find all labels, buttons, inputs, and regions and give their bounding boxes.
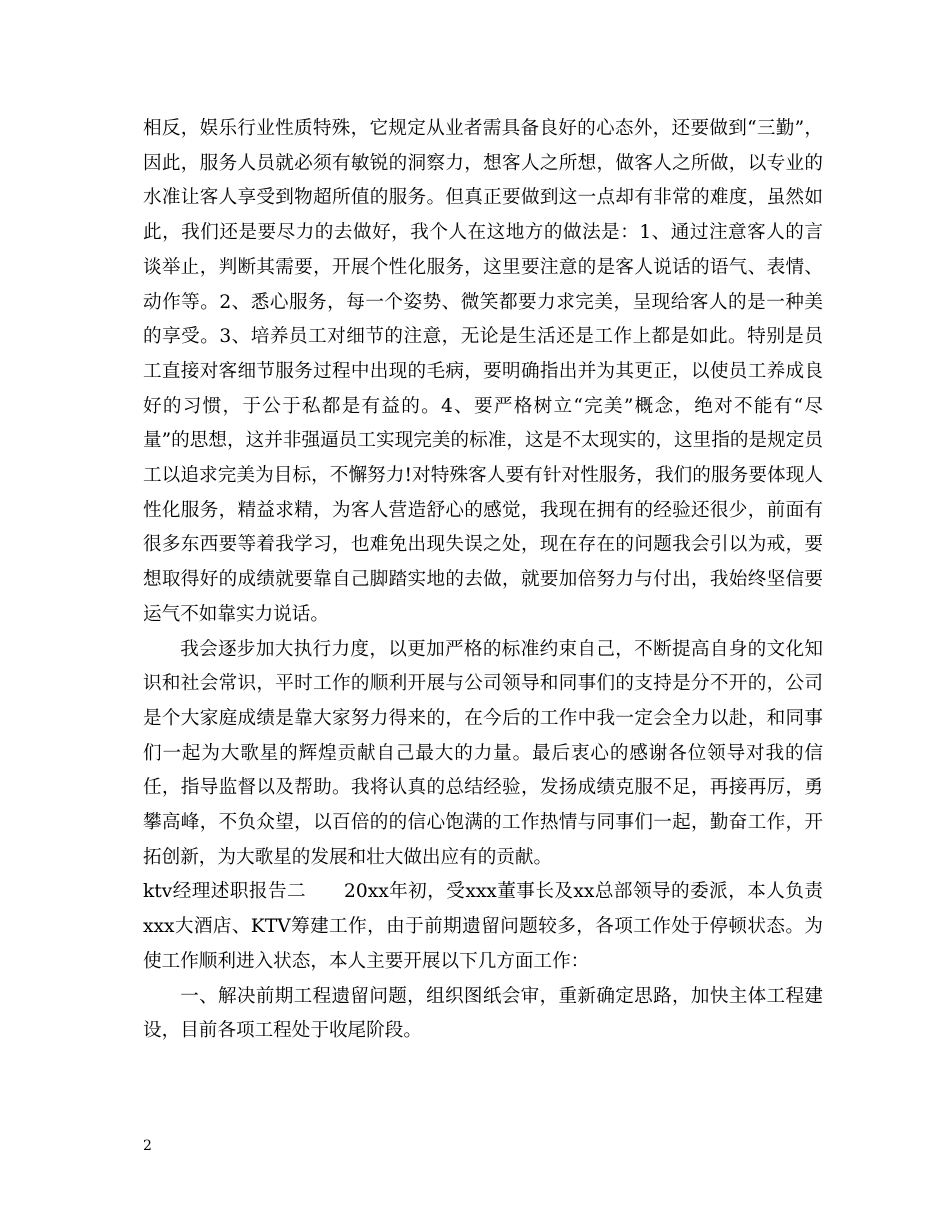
section-heading: ktv经理述职报告二 bbox=[143, 881, 307, 903]
document-body bbox=[143, 112, 823, 1049]
section-intro-text: 20xx年初，受xxx董事长及xx总部领导的委派，本人负责xxx大酒店、KTV筹建工作，由于前期遗留问题较多，各项工作处于停顿状态。为使工作顺利进入状态，本人主要开展以下几方面工作： bbox=[143, 881, 823, 972]
paragraph-item-one: 一、解决前期工程遗留问题，组织图纸会审，重新确定思路，加快主体工程建设，目前各项工程处于收尾阶段。 bbox=[143, 985, 823, 1042]
paragraph-service-methods: 相反，娱乐行业性质特殊，它规定从业者需具备良好的心态外，还要做到“三勤”，因此，服务人员就必须有敏锐的洞察力，想客人之所想，做客人之所做，以专业的水准让客人享受到物超所值的服务。但真正要做到这一点却有非常的难度，虽然如此，我们还是要尽力的去做好，我个人在这地方的做法是：1、通过注意客人的言谈举止，判断其需要，开展个性化服务，这里要注意的是客人说话的语气、表情、动作等。2、悉心服务，每一个姿势、微笑都要力求完美，呈现给客人的是一种美的享受。3、培养员工对细节的注意，无论是生活还是工作上都是如此。特别是员工直接对客细节服务过程中出现的毛病，要明确指出并为其更正，以使员工养成良好的习惯，于公于私都是有益的。4、要严格树立“完美”概念，绝对不能有“尽量”的思想，这并非强逼员工实现完美的标准，这是不太现实的，这里指的是规定员工以追求完美为目标，不懈努力!对特殊客人要有针对性服务，我们的服务要体现人性化服务，精益求精，为客人营造舒心的感觉，我现在拥有的经验还很少，前面有很多东西要等着我学习，也难免出现失误之处，现在存在的问题我会引以为戒，要想取得好的成绩就要靠自己脚踏实地的去做，就要加倍努力与付出，我始终坚信要运气不如靠实力说话。 bbox=[143, 118, 823, 625]
paragraph-report-two bbox=[143, 875, 823, 979]
paragraph-commitment: 我会逐步加大执行力度，以更加严格的标准约束自己，不断提高自身的文化知识和社会常识，平时工作的顺利开展与公司领导和同事们的支持是分不开的，公司是个大家庭成绩是靠大家努力得来的，在今后的工作中我一定会全力以赴，和同事们一起为大歌星的辉煌贡献自己最大的力量。最后衷心的感谢各位领导对我的信任，指导监督以及帮助。我将认真的总结经验，发扬成绩克服不足，再接再厉，勇攀高峰，不负众望，以百倍的的信心饱满的工作热情与同事们一起，勤奋工作，开拓创新，为大歌星的发展和壮大做出应有的贡献。 bbox=[143, 638, 823, 868]
page-number: 2 bbox=[143, 1138, 152, 1154]
